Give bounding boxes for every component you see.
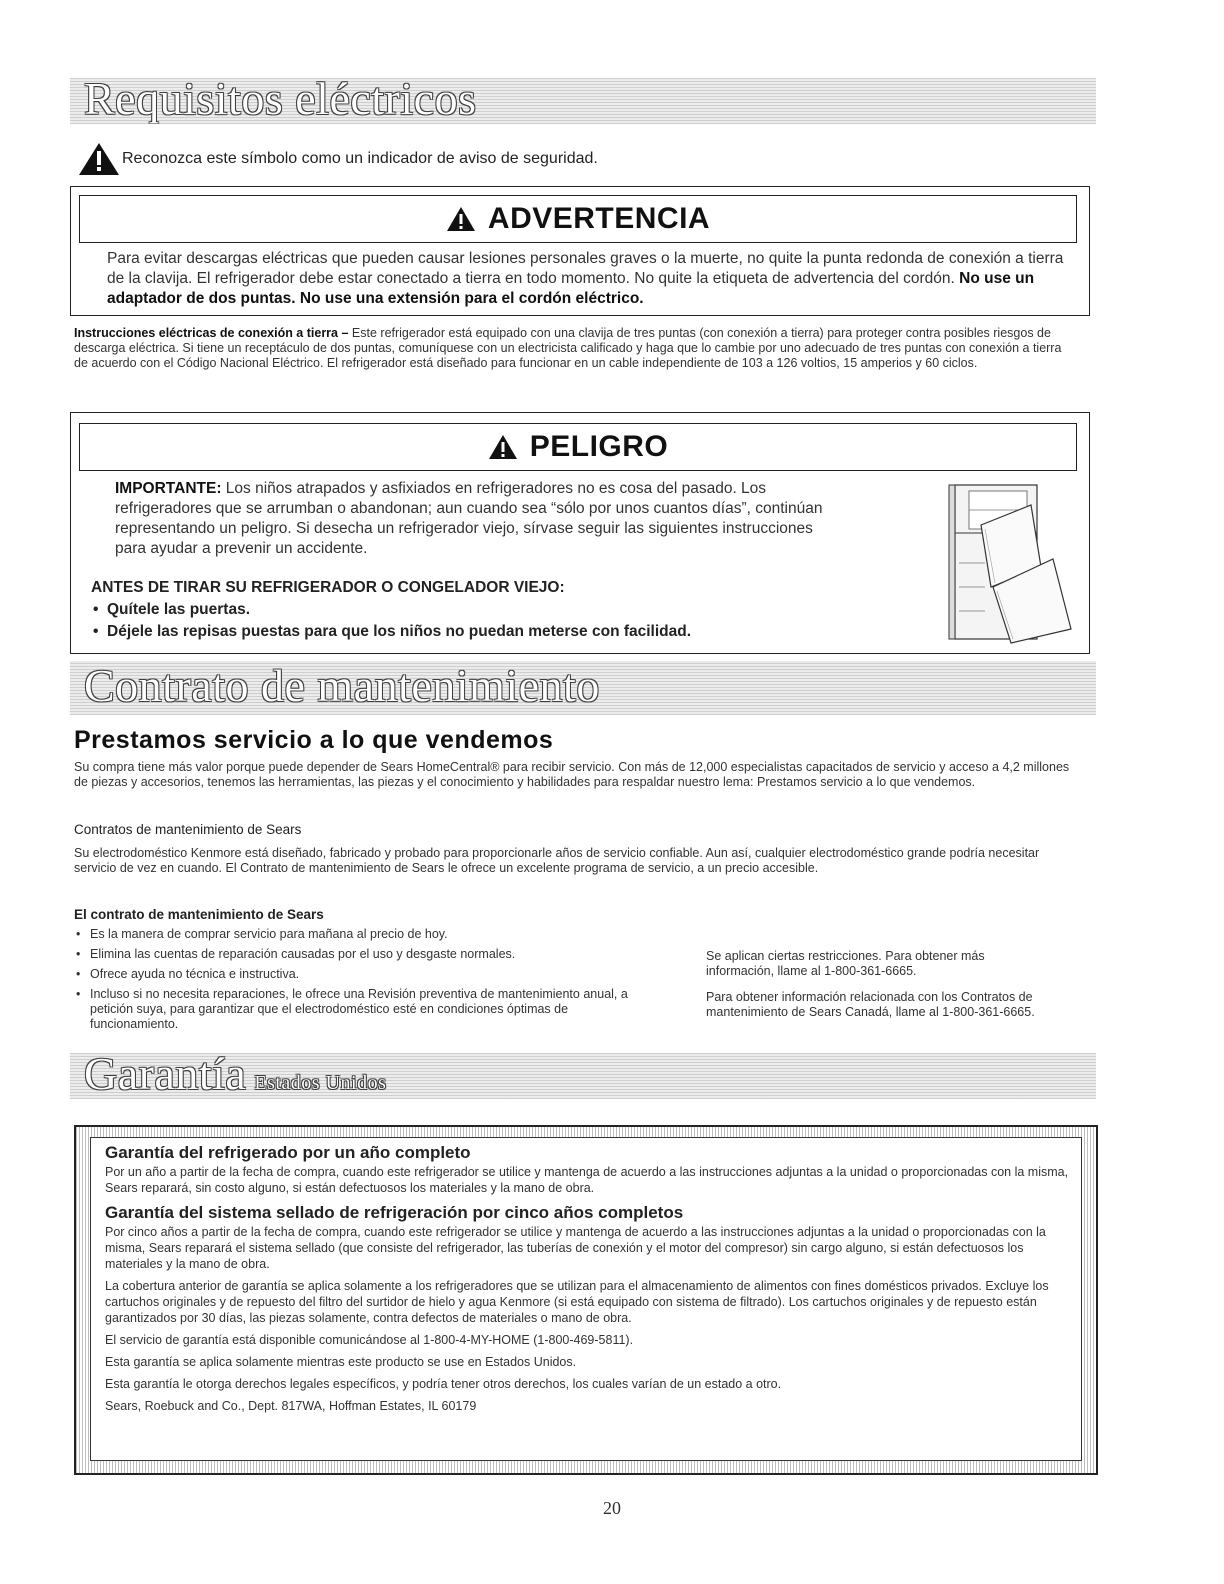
danger-important xyxy=(115,479,845,559)
canada-note: Para obtener información relacionada con los Contratos de mantenimiento de Sears Canadá, llame al 1-800-361-6665. xyxy=(706,990,1035,1019)
warranty-paragraph: El servicio de garantía está disponible comunicándose al 1-800-4-MY-HOME (1-800-469-5811). xyxy=(105,1333,634,1347)
warranty-paragraph: Esta garantía se aplica solamente mientras este producto se use en Estados Unidos. xyxy=(105,1355,577,1369)
list-item: • Déjele las repisas puestas para que los niños no puedan meterse con facilidad. xyxy=(91,621,911,643)
electrical-title: Requisitos eléctricos xyxy=(84,78,477,124)
list-item: • Incluso si no necesita reparaciones, le ofrece una Revisión preventiva de mantenimiento anual, a petición suya, para garantizar que el electrodoméstico esté en condiciones óptimas de funcionamiento. xyxy=(74,987,654,1032)
contracts-body: Su electrodoméstico Kenmore está diseñado, fabricado y probado para proporcionarle años de servicio confiable. Aun así, cualquier electrodoméstico grande podría necesitar servicio de vez en cuando. El Contrato de mantenimiento de Sears le ofrece un excelente programa de servicio, a un precio accesible. xyxy=(74,846,1040,875)
warning-text-bold: No use un adaptador de dos puntas. No use una extensión para el cordón eléctrico. xyxy=(107,270,1035,307)
warning-triangle-icon xyxy=(78,142,120,176)
list-item: • Es la manera de comprar servicio para mañana al precio de hoy. xyxy=(74,927,654,942)
refrigerator-illustration xyxy=(945,483,1079,645)
important-label: IMPORTANTE: xyxy=(115,480,222,497)
warranty-paragraph: La cobertura anterior de garantía se aplica solamente a los refrigeradores que se utilizan para el almacenamiento de alimentos con fines domésticos privados. Excluye los cartuchos originales y de repuesto del filtro del surtidor de hielo y agua Kenmore (si está equipado con sistema de filtrado). Los cartuchos originales y de repuesto están garantizados por 30 días, las piezas solamente, contra defectos de materiales o mano de obra. xyxy=(105,1279,1049,1325)
contract-bullets xyxy=(74,927,654,1032)
safety-symbol-line xyxy=(78,142,598,176)
warranty-paragraph: Por cinco años a partir de la fecha de compra, cuando este refrigerador se utilice y mantenga de acuerdo a las instrucciones adjuntas a la unidad o proporcionadas con la misma, Sears reparará el sistema sellado (que consiste del refrigerador, las tuberías de conexión y el motor del compresor) sin cargo alguno, si están defectuosos los materiales y la mano de obra. xyxy=(105,1225,1046,1271)
warranty-title-text: Garantía xyxy=(84,1053,247,1099)
list-item: • Elimina las cuentas de reparación causadas por el uso y desgaste normales. xyxy=(74,947,654,962)
danger-instructions xyxy=(91,577,911,643)
grounding-text: Este refrigerador está equipado con una clavija de tres puntas (con conexión a tierra) para proteger contra posibles riesgos de descarga eléctrica. Si tiene un receptáculo de dos puntas, comuníquese con un electricista calificado y haga que lo cambie por uno adecuado de tres puntas con conexión a tierra de acuerdo con el Código Nacional Eléctrico. El refrigerador está diseñado para funcionar en un cable independiente de 103 a 126 voltios, 15 amperios y 60 ciclos. xyxy=(74,326,1062,370)
warning-box xyxy=(70,186,1090,316)
warranty-title xyxy=(84,1053,386,1099)
warranty-banner xyxy=(70,1053,1096,1099)
danger-header xyxy=(79,423,1077,471)
contract-heading: El contrato de mantenimiento de Sears xyxy=(74,907,324,922)
important-text: Los niños atrapados y asfixiados en refrigeradores no es cosa del pasado. Los refrigeradores que se arrumban o abandonan; aun cuando sea “sólo por unos cuantos días”, continúan representando un peligro. Si desecha un refrigerador viejo, sírvase seguir las siguientes instrucciones para ayudar a prevenir un accidente. xyxy=(115,480,823,557)
warning-triangle-icon xyxy=(446,206,476,232)
warranty-heading-1: Garantía del refrigerado por un año completo xyxy=(105,1143,471,1162)
restrictions-note: Se aplican ciertas restricciones. Para obtener más información, llame al 1-800-361-6665. xyxy=(706,949,985,978)
warning-title: ADVERTENCIA xyxy=(487,202,711,235)
danger-title: PELIGRO xyxy=(529,430,669,463)
warning-text: Para evitar descargas eléctricas que pueden causar lesiones personales graves o la muerte, no quite la punta redonda de conexión a tierra de la clavija. El refrigerador debe estar conectado a tierra en todo momento. No quite la etiqueta de advertencia del cordón. xyxy=(107,250,1064,287)
warning-header xyxy=(79,195,1077,243)
service-intro: Su compra tiene más valor porque puede depender de Sears HomeCentral® para recibir servicio. Con más de 12,000 especialistas capacitados de servicio y acceso a 4,2 millones de piezas y accesorios, tenemos las herramientas, las piezas y el conocimiento y habilidades para respaldar nuestro lema: Prestamos servicio a lo que vendemos. xyxy=(74,760,1070,789)
warranty-box xyxy=(74,1125,1098,1475)
maintenance-banner xyxy=(70,661,1096,715)
warranty-content xyxy=(90,1137,1082,1461)
grounding-lead: Instrucciones eléctricas de conexión a tierra – xyxy=(74,326,349,340)
warranty-subtitle: Estados Unidos xyxy=(254,1072,387,1094)
warranty-paragraph: Por un año a partir de la fecha de compra, cuando este refrigerador se utilice y mantenga de acuerdo a las instrucciones adjuntas a la unidad o proporcionadas con la misma, Sears reparará, sin costo alguno, si están defectuosos los materiales y la mano de obra. xyxy=(105,1165,1069,1195)
maintenance-title: Contrato de mantenimiento xyxy=(84,661,600,711)
contracts-heading: Contratos de mantenimiento de Sears xyxy=(74,822,302,837)
danger-list xyxy=(91,599,911,643)
grounding-paragraph xyxy=(74,326,1074,371)
warranty-heading-2: Garantía del sistema sellado de refrigeración por cinco años completos xyxy=(105,1203,684,1222)
electrical-banner xyxy=(70,78,1096,124)
list-item: • Ofrece ayuda no técnica e instructiva. xyxy=(74,967,654,982)
warning-triangle-icon xyxy=(488,434,518,460)
before-heading: ANTES DE TIRAR SU REFRIGERADOR O CONGELADOR VIEJO: xyxy=(91,579,565,596)
page-number: 20 xyxy=(603,1498,621,1518)
warranty-paragraph: Sears, Roebuck and Co., Dept. 817WA, Hoffman Estates, IL 60179 xyxy=(105,1399,477,1413)
list-item: • Quítele las puertas. xyxy=(91,599,911,621)
safety-symbol-text: Reconozca este símbolo como un indicador de aviso de seguridad. xyxy=(122,150,598,167)
warning-body xyxy=(107,249,1067,309)
warranty-paragraph: Esta garantía le otorga derechos legales específicos, y podría tener otros derechos, los cuales varían de un estado a otro. xyxy=(105,1377,782,1391)
service-heading: Prestamos servicio a lo que vendemos xyxy=(74,726,554,754)
danger-box xyxy=(70,412,1090,654)
